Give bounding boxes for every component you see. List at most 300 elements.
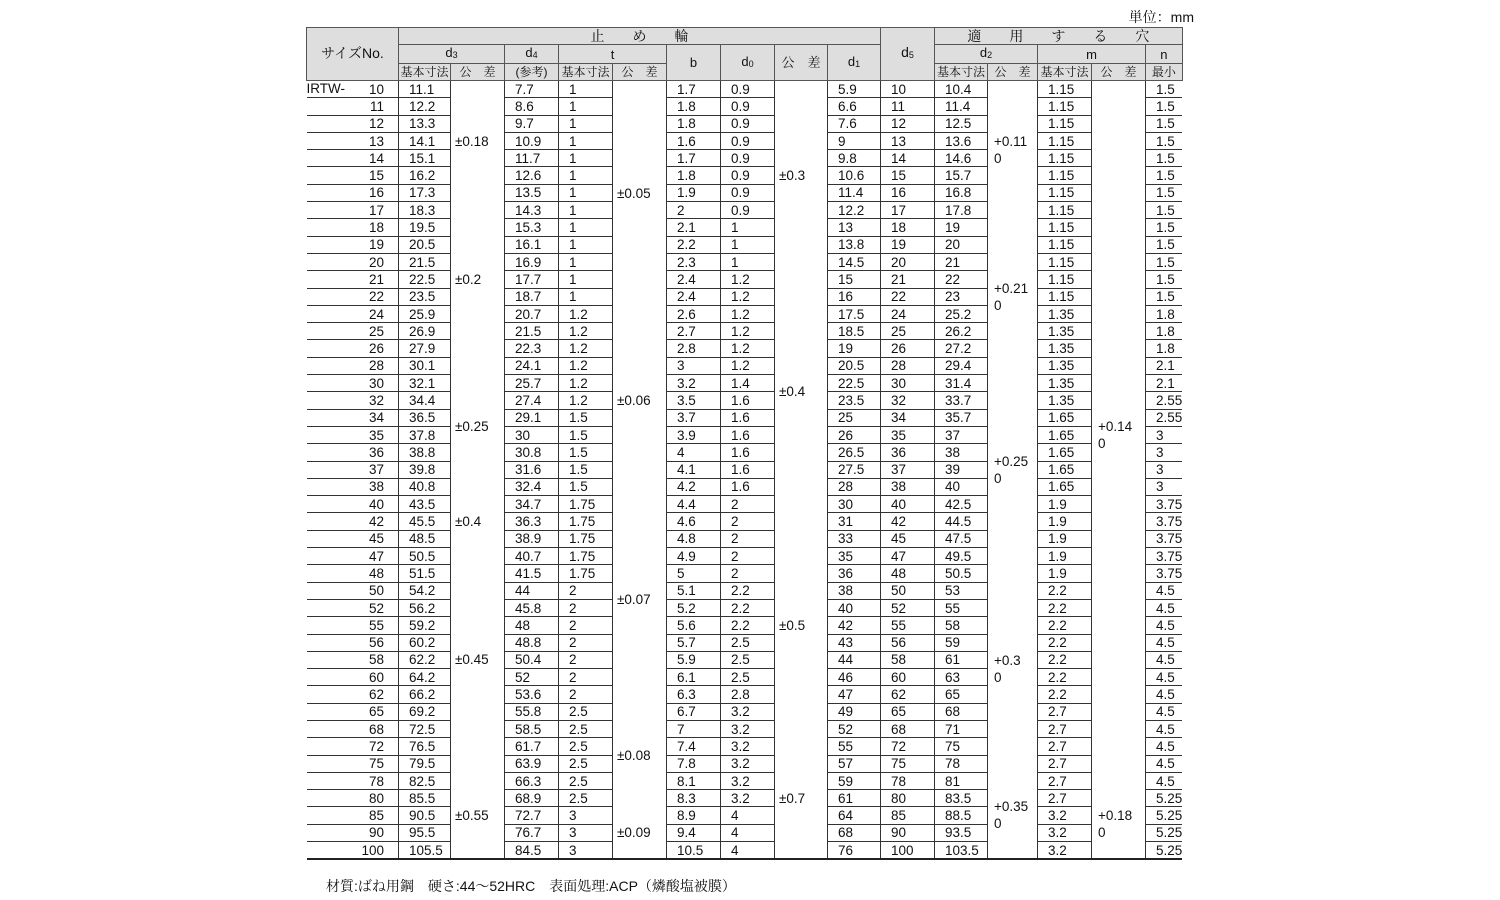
t-value: 3 [559, 824, 613, 841]
d2-value: 13.6 [935, 132, 988, 149]
d4-value: 55.8 [505, 703, 559, 720]
t-value: 1.75 [559, 530, 613, 547]
d2-value: 93.5 [935, 824, 988, 841]
table-row [307, 651, 1183, 668]
b-value: 5.7 [667, 634, 721, 651]
header-d5: d5 [881, 28, 935, 81]
size-value: 25 [368, 323, 384, 339]
header-d2-sub: 2 [987, 50, 993, 60]
d4-value: 34.7 [505, 496, 559, 513]
m-value: 2.7 [1038, 738, 1092, 755]
tolerance-line: 0 [994, 816, 1002, 832]
tolerance-line: ±0.25 [455, 418, 489, 434]
size-no [307, 651, 399, 668]
d1-value: 85 [881, 807, 935, 824]
d5-value: 28 [828, 478, 881, 495]
size-no [307, 253, 399, 270]
size-value: 60 [368, 669, 384, 685]
n-value: 3 [1146, 461, 1183, 478]
tolerance-line: +0.25 [994, 453, 1029, 469]
d3-value: 59.2 [399, 617, 451, 634]
d2-value: 55 [935, 599, 988, 616]
tolerance-line: ±0.55 [455, 807, 489, 823]
b-value: 1.6 [667, 132, 721, 149]
d2-value: 68 [935, 703, 988, 720]
d5-value: 49 [828, 703, 881, 720]
d1-value: 12 [881, 115, 935, 132]
n-value: 4.5 [1146, 582, 1183, 599]
size-value: 100 [361, 842, 384, 858]
b-value: 2.6 [667, 305, 721, 322]
d3-value: 12.2 [399, 98, 451, 115]
size-no [307, 565, 399, 582]
header-retaining-ring: 止 め 輪 [399, 28, 881, 45]
n-value: 3.75 [1146, 513, 1183, 530]
header-d4: d4 [505, 45, 559, 64]
d3-value: 37.8 [399, 426, 451, 443]
d1-value: 80 [881, 790, 935, 807]
size-no [307, 513, 399, 530]
t-value: 2.5 [559, 738, 613, 755]
d5-value: 36 [828, 565, 881, 582]
d4-value: 16.9 [505, 253, 559, 270]
t-value: 2 [559, 599, 613, 616]
size-no [307, 599, 399, 616]
d0-value: 2.5 [721, 669, 775, 686]
n-value: 1.8 [1146, 323, 1183, 340]
table-row [307, 582, 1183, 599]
t-value: 1 [559, 219, 613, 236]
d3-value: 21.5 [399, 253, 451, 270]
size-value: 35 [368, 427, 384, 443]
unit-label: 単位：mm [1128, 9, 1194, 25]
n-value: 1.5 [1146, 132, 1183, 149]
table-row [307, 703, 1183, 720]
d5-value: 14.5 [828, 253, 881, 270]
m-value: 1.65 [1038, 426, 1092, 443]
table-row [307, 184, 1183, 201]
d0-value: 1.6 [721, 461, 775, 478]
d0-value: 0.9 [721, 150, 775, 167]
size-value: 16 [368, 185, 384, 201]
d2-value: 27.2 [935, 340, 988, 357]
d1-value: 38 [881, 478, 935, 495]
size-no [307, 634, 399, 651]
t-value: 1 [559, 288, 613, 305]
n-value: 3 [1146, 478, 1183, 495]
table-row [307, 530, 1183, 547]
table-row [307, 426, 1183, 443]
d2-value: 75 [935, 738, 988, 755]
d0-value: 1 [721, 219, 775, 236]
d2-value: 58 [935, 617, 988, 634]
m-value: 1.15 [1038, 115, 1092, 132]
b-value: 7.4 [667, 738, 721, 755]
size-no [307, 392, 399, 409]
size-value: 20 [368, 254, 384, 270]
d0-value: 4 [721, 824, 775, 841]
table-row [307, 375, 1183, 392]
table-row [307, 81, 1183, 98]
size-no [307, 738, 399, 755]
header-d4-sub: 4 [532, 50, 538, 60]
d3-value: 64.2 [399, 669, 451, 686]
d5-value: 27.5 [828, 461, 881, 478]
d3-value: 27.9 [399, 340, 451, 357]
m-value: 2.2 [1038, 617, 1092, 634]
d0-value: 1 [721, 253, 775, 270]
t-value: 1 [559, 81, 613, 98]
d5-value: 20.5 [828, 357, 881, 374]
tolerance-line: +0.3 [994, 652, 1021, 668]
d2-value: 88.5 [935, 807, 988, 824]
d0-value: 0.9 [721, 202, 775, 219]
d4-value: 76.7 [505, 824, 559, 841]
d4-value: 40.7 [505, 548, 559, 565]
table-row [307, 790, 1183, 807]
d4-value: 7.7 [505, 81, 559, 98]
b-value: 3.9 [667, 426, 721, 443]
size-value: 21 [368, 271, 384, 287]
d0-value: 2.5 [721, 634, 775, 651]
header-applicable-hole: 適 用 す る 穴 [935, 28, 1183, 45]
t-value: 1 [559, 98, 613, 115]
m-value: 2.7 [1038, 755, 1092, 772]
d4-value: 25.7 [505, 375, 559, 392]
table-row [307, 150, 1183, 167]
table-row [307, 755, 1183, 772]
size-no [307, 323, 399, 340]
d0-value: 1.4 [721, 375, 775, 392]
d4-value: 12.6 [505, 167, 559, 184]
tolerance-line: ±0.18 [455, 133, 489, 149]
n-value: 1.5 [1146, 271, 1183, 288]
n-value: 1.5 [1146, 184, 1183, 201]
d0-value: 3.2 [721, 720, 775, 737]
d1-value: 10 [881, 81, 935, 98]
tolerance-line: 0 [994, 470, 1002, 486]
tolerance-line: 0 [994, 297, 1002, 313]
d0-value: 1 [721, 236, 775, 253]
t-value: 2.5 [559, 720, 613, 737]
d0-value: 3.2 [721, 790, 775, 807]
d4-value: 36.3 [505, 513, 559, 530]
size-value: 40 [368, 496, 384, 512]
d1-value: 47 [881, 548, 935, 565]
size-value: 34 [368, 410, 384, 426]
header-d5-sub: 5 [908, 50, 914, 60]
t-value: 1 [559, 132, 613, 149]
b-value: 5.1 [667, 582, 721, 599]
b-value: 9.4 [667, 824, 721, 841]
d5-value: 16 [828, 288, 881, 305]
table-row [307, 132, 1183, 149]
header-d0-tolerance: 公 差 [775, 45, 828, 81]
size-no [307, 790, 399, 807]
n-value: 1.5 [1146, 150, 1183, 167]
tolerance-d2 [988, 81, 1038, 219]
m-value: 1.15 [1038, 81, 1092, 98]
m-value: 1.15 [1038, 184, 1092, 201]
d1-value: 34 [881, 409, 935, 426]
m-value: 1.9 [1038, 496, 1092, 513]
header-d3: d3 [399, 45, 505, 64]
tolerance-line: ±0.08 [617, 747, 651, 763]
m-value: 2.2 [1038, 634, 1092, 651]
size-no [307, 375, 399, 392]
d3-value: 30.1 [399, 357, 451, 374]
n-value: 4.5 [1146, 772, 1183, 789]
d5-value: 35 [828, 548, 881, 565]
m-value: 2.7 [1038, 720, 1092, 737]
d3-value: 105.5 [399, 842, 451, 860]
d5-value: 23.5 [828, 392, 881, 409]
d0-value: 2 [721, 513, 775, 530]
header-t-basic: 基本寸法 [559, 64, 613, 81]
size-no [307, 167, 399, 184]
m-value: 1.15 [1038, 236, 1092, 253]
d5-value: 10.6 [828, 167, 881, 184]
d5-value: 17.5 [828, 305, 881, 322]
d4-value: 17.7 [505, 271, 559, 288]
m-value: 1.35 [1038, 392, 1092, 409]
t-value: 1.5 [559, 478, 613, 495]
n-value: 4.5 [1146, 686, 1183, 703]
d3-value: 14.1 [399, 132, 451, 149]
b-value: 6.3 [667, 686, 721, 703]
d0-value: 1.6 [721, 409, 775, 426]
d4-value: 30 [505, 426, 559, 443]
d2-value: 61 [935, 651, 988, 668]
size-no [307, 340, 399, 357]
d3-value: 15.1 [399, 150, 451, 167]
m-value: 1.9 [1038, 513, 1092, 530]
d0-value: 2 [721, 530, 775, 547]
size-prefix: IRTW- [306, 81, 345, 96]
tolerance-t [613, 703, 667, 807]
d3-value: 17.3 [399, 184, 451, 201]
t-value: 2 [559, 669, 613, 686]
n-value: 1.8 [1146, 340, 1183, 357]
d0-value: 1.6 [721, 478, 775, 495]
d0-value: 1.6 [721, 444, 775, 461]
t-value: 1.2 [559, 305, 613, 322]
t-value: 2.5 [559, 755, 613, 772]
d4-value: 21.5 [505, 323, 559, 340]
d2-value: 23 [935, 288, 988, 305]
tolerance-d0 [775, 271, 828, 513]
d0-value: 1.6 [721, 392, 775, 409]
d5-value: 13.8 [828, 236, 881, 253]
t-value: 1.75 [559, 565, 613, 582]
d0-value: 3.2 [721, 755, 775, 772]
b-value: 1.7 [667, 150, 721, 167]
d1-value: 17 [881, 202, 935, 219]
t-value: 1.5 [559, 409, 613, 426]
size-no [307, 842, 399, 860]
b-value: 2.7 [667, 323, 721, 340]
d5-value: 76 [828, 842, 881, 860]
n-value: 1.8 [1146, 305, 1183, 322]
m-value: 1.65 [1038, 444, 1092, 461]
size-value: 85 [368, 808, 384, 824]
d1-value: 22 [881, 288, 935, 305]
tolerance-line: ±0.4 [779, 384, 806, 400]
size-no [307, 772, 399, 789]
t-value: 1.5 [559, 444, 613, 461]
tolerance-line: ±0.7 [779, 790, 806, 806]
size-no [307, 357, 399, 374]
b-value: 4.6 [667, 513, 721, 530]
b-value: 2 [667, 202, 721, 219]
n-value: 2.1 [1146, 357, 1183, 374]
d2-value: 59 [935, 634, 988, 651]
d0-value: 4 [721, 842, 775, 860]
d3-value: 16.2 [399, 167, 451, 184]
t-value: 2 [559, 686, 613, 703]
d1-value: 55 [881, 617, 935, 634]
d2-value: 63 [935, 669, 988, 686]
d0-value: 1.6 [721, 426, 775, 443]
header-d0: d0 [721, 45, 775, 81]
b-value: 3.7 [667, 409, 721, 426]
m-value: 1.35 [1038, 340, 1092, 357]
b-value: 3.2 [667, 375, 721, 392]
table-row [307, 686, 1183, 703]
tolerance-d3 [451, 548, 505, 773]
m-value: 1.65 [1038, 461, 1092, 478]
d3-value: 48.5 [399, 530, 451, 547]
d5-value: 11.4 [828, 184, 881, 201]
d0-value: 1.2 [721, 323, 775, 340]
m-value: 3.2 [1038, 842, 1092, 860]
d4-value: 10.9 [505, 132, 559, 149]
header-t: t [559, 45, 667, 64]
d4-value: 44 [505, 582, 559, 599]
d3-value: 39.8 [399, 461, 451, 478]
n-value: 1.5 [1146, 219, 1183, 236]
t-value: 1 [559, 150, 613, 167]
t-value: 3 [559, 807, 613, 824]
n-value: 5.25 [1146, 790, 1183, 807]
d3-value: 51.5 [399, 565, 451, 582]
tolerance-d0 [775, 513, 828, 738]
b-value: 1.8 [667, 115, 721, 132]
n-value: 2.55 [1146, 392, 1183, 409]
t-value: 2.5 [559, 703, 613, 720]
size-value: 38 [368, 479, 384, 495]
d4-value: 41.5 [505, 565, 559, 582]
m-value: 1.15 [1038, 202, 1092, 219]
b-value: 3.5 [667, 392, 721, 409]
d4-value: 52 [505, 669, 559, 686]
d5-value: 15 [828, 271, 881, 288]
header-t-tolerance: 公 差 [613, 64, 667, 81]
t-value: 2 [559, 634, 613, 651]
size-no [307, 720, 399, 737]
b-value: 2.4 [667, 288, 721, 305]
b-value: 2.8 [667, 340, 721, 357]
b-value: 6.7 [667, 703, 721, 720]
tolerance-d3 [451, 496, 505, 548]
table-row [307, 634, 1183, 651]
b-value: 6.1 [667, 669, 721, 686]
d1-value: 90 [881, 824, 935, 841]
d4-value: 72.7 [505, 807, 559, 824]
n-value: 4.5 [1146, 755, 1183, 772]
t-value: 1.5 [559, 461, 613, 478]
header-d3-sub: 3 [452, 50, 458, 60]
size-no [307, 703, 399, 720]
d4-value: 18.7 [505, 288, 559, 305]
d2-value: 31.4 [935, 375, 988, 392]
d4-value: 13.5 [505, 184, 559, 201]
d5-value: 25 [828, 409, 881, 426]
b-value: 7 [667, 720, 721, 737]
header-m: m [1038, 45, 1146, 64]
size-value: 50 [368, 583, 384, 599]
d3-value: 32.1 [399, 375, 451, 392]
b-value: 2.1 [667, 219, 721, 236]
d0-value: 1.2 [721, 305, 775, 322]
d5-value: 68 [828, 824, 881, 841]
d5-value: 12.2 [828, 202, 881, 219]
d0-value: 2 [721, 565, 775, 582]
d5-value: 52 [828, 720, 881, 737]
d4-value: 15.3 [505, 219, 559, 236]
tolerance-line: ±0.3 [779, 168, 806, 184]
size-value: 32 [368, 392, 384, 408]
size-value: 17 [368, 202, 384, 218]
d1-value: 72 [881, 738, 935, 755]
table-row [307, 271, 1183, 288]
d0-value: 2 [721, 548, 775, 565]
d2-value: 17.8 [935, 202, 988, 219]
d5-value: 38 [828, 582, 881, 599]
n-value: 1.5 [1146, 98, 1183, 115]
n-value: 1.5 [1146, 167, 1183, 184]
table-row [307, 167, 1183, 184]
n-value: 2.1 [1146, 375, 1183, 392]
tolerance-d2 [988, 565, 1038, 773]
t-value: 1 [559, 115, 613, 132]
size-value: 11 [369, 98, 384, 114]
d2-value: 33.7 [935, 392, 988, 409]
b-value: 8.9 [667, 807, 721, 824]
table-row [307, 548, 1183, 565]
size-value: 15 [368, 168, 384, 184]
size-no [307, 305, 399, 322]
tolerance-d3 [451, 81, 505, 202]
size-no [307, 444, 399, 461]
tolerance-line: 0 [1098, 436, 1106, 452]
m-value: 2.2 [1038, 582, 1092, 599]
d1-value: 30 [881, 375, 935, 392]
d4-value: 14.3 [505, 202, 559, 219]
size-no [307, 426, 399, 443]
d1-value: 13 [881, 132, 935, 149]
n-value: 3.75 [1146, 530, 1183, 547]
n-value: 1.5 [1146, 253, 1183, 270]
d0-value: 1.2 [721, 357, 775, 374]
d2-value: 16.8 [935, 184, 988, 201]
d2-value: 38 [935, 444, 988, 461]
d1-value: 50 [881, 582, 935, 599]
n-value: 4.5 [1146, 720, 1183, 737]
tolerance-d3 [451, 357, 505, 495]
b-value: 1.7 [667, 81, 721, 98]
size-value: 56 [368, 635, 384, 651]
